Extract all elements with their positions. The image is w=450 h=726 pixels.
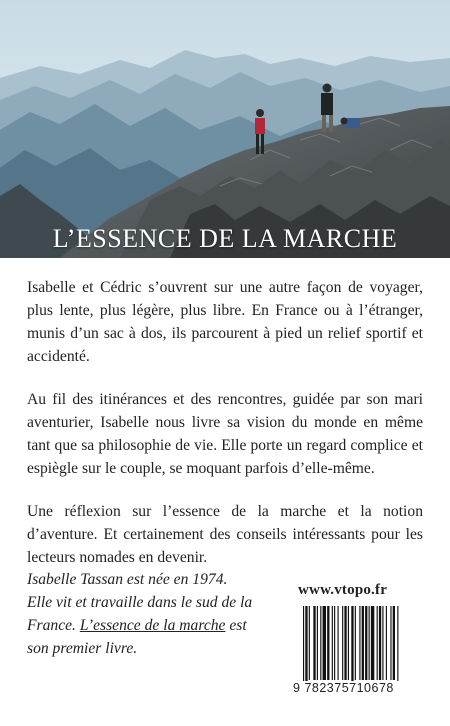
author-bio-text-end: est son premier livre.: [27, 617, 247, 657]
publisher-website: www.vtopo.fr: [298, 582, 388, 598]
author-bio-text: Isabelle Tassan est née en 1974. Elle vit et travaille dans le sud de la France.: [27, 571, 253, 634]
summary-paragraph: Une réflexion sur l’essence de la marche et la notion d’aventure. Et certainement des conseils intéressants pour les lecteurs nomades en devenir.: [27, 503, 423, 566]
isbn-group-1: 782375: [304, 681, 350, 695]
isbn-prefix: 9: [293, 681, 301, 695]
book-title-reference: L’essence de la marche: [79, 617, 226, 634]
author-bio: [27, 568, 255, 660]
isbn-number: [293, 681, 431, 695]
book-title: L’ESSENCE DE LA MARCHE: [52, 224, 398, 253]
cover-photo: [0, 0, 450, 258]
summary-paragraph: Au fil des itinérances et des rencontres, guidée par son mari aventurier, Isabelle nous livre sa vision du monde en même tant que sa philosophie de vie. Elle porte un regard complice et espiègle sur le couple, se moquant parfois d’elle-même.: [27, 391, 423, 477]
isbn-group-2: 710678: [349, 681, 394, 695]
summary-paragraph: Isabelle et Cédric s’ouvrent sur une autre façon de voyager, plus lente, plus légère, plus libre. En France ou à l’étranger, munis d’un sac à dos, ils parcourent à pied un relief sportif et accidenté.: [27, 279, 423, 365]
back-cover-summary: [27, 276, 423, 589]
